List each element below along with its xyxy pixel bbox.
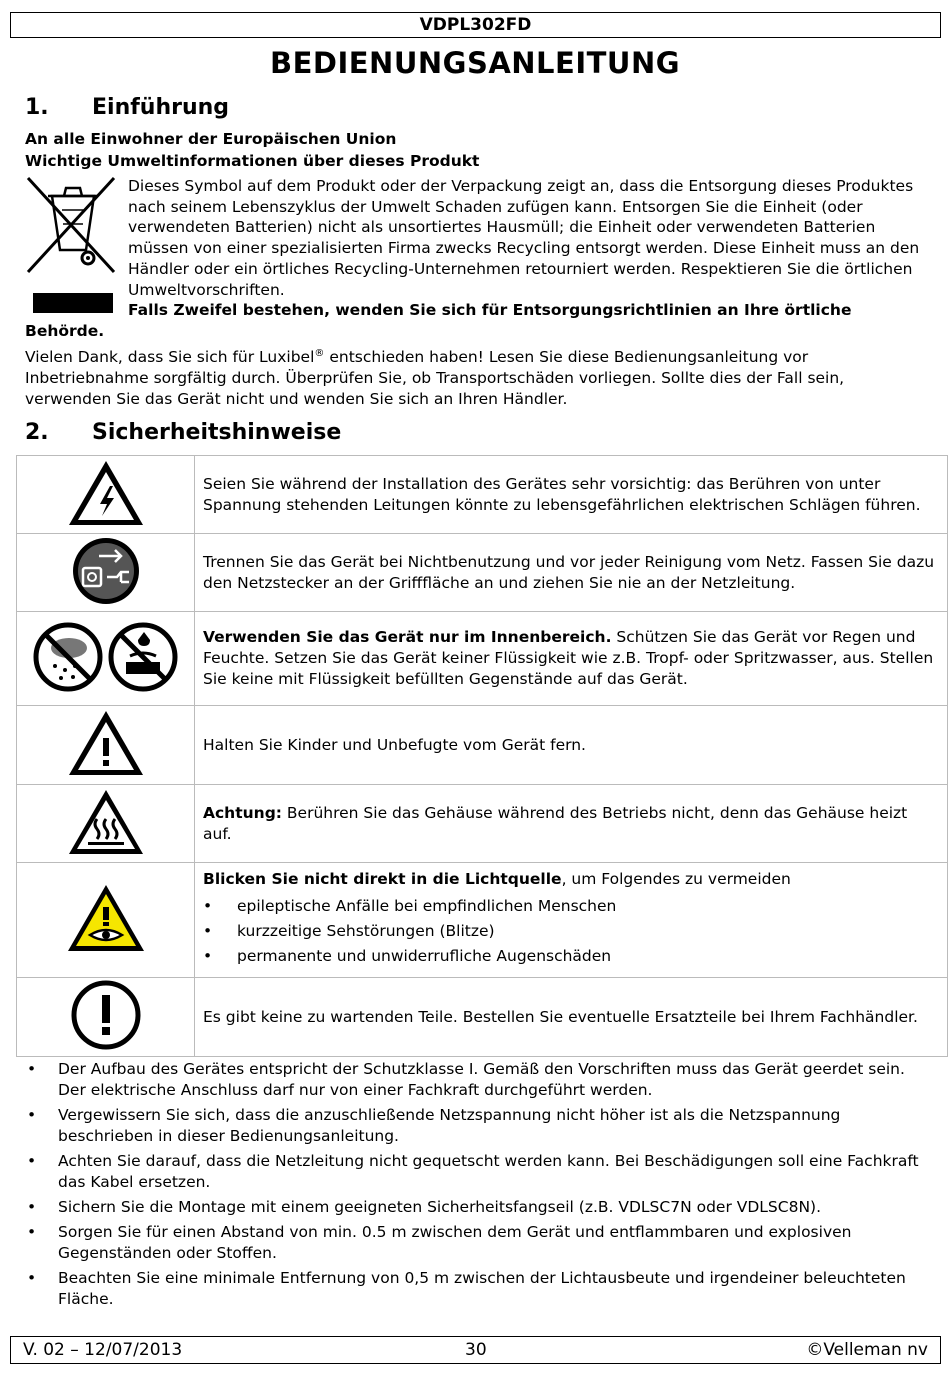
hot-surface-icon	[66, 787, 146, 857]
registered-mark: ®	[314, 348, 325, 359]
warning-exclamation-icon	[66, 708, 146, 778]
section-1-heading	[25, 95, 229, 120]
safety-text-indoor	[195, 612, 948, 706]
safety-row	[17, 534, 948, 612]
safety-bold-text: Blicken Sie nicht direkt in die Lichtquelle	[203, 870, 562, 888]
safety-text-hot	[195, 785, 948, 863]
safety-icon-cell	[17, 612, 195, 706]
safety-bold-text: Achtung:	[203, 803, 282, 822]
eu-heading: An alle Einwohner der Europäischen Union	[25, 130, 397, 148]
section-1-title: Einführung	[92, 95, 230, 120]
list-item: • permanente und unwiderrufliche Augenschäden	[203, 946, 939, 967]
no-rain-icon	[33, 622, 103, 692]
safety-bullet-list	[25, 1059, 925, 1314]
weee-authority-note: Falls Zweifel bestehen, wenden Sie sich für Entsorgungsrichtlinien an Ihre örtliche Behörde.	[25, 301, 852, 340]
weee-text: Dieses Symbol auf dem Produkt oder der Verpackung zeigt an, dass die Entsorgung dieses Produktes nach seinem Lebenszyklus der Umwelt Schaden zufügen kann. Entsorgen Sie die Einheit (oder verwendeten Batterien) nicht als unsortiertes Hausmüll; die Einheit oder verwendeten Batterien müssen von einer spezialisierten Firma zwecks Recycling entsorgt werden. Diese Einheit muss an den Händler oder ein örtliches Recycling-Unternehmen retourniert werden. Respektieren Sie die örtlichen Umweltvorschriften.	[128, 177, 920, 299]
footer-page-number: 30	[465, 1340, 487, 1360]
safety-icon-cell	[17, 534, 195, 612]
safety-text: Schützen Sie das Gerät vor Regen und Feuchte. Setzen Sie das Gerät keiner Flüssigkeit wie z.B. Tropf- oder Spritzwasser, aus. Stellen Sie keine mit Flüssigkeit befüllten Gegenstände auf das Gerät.	[203, 628, 934, 688]
list-item: • Der Aufbau des Gerätes entspricht der Schutzklasse I. Gemäß den Vorschriften muss das Gerät geerdet sein. Der elektrische Anschluss darf nur von einer Fachkraft durchgeführt werden.	[25, 1059, 925, 1100]
safety-bold-text: Verwenden Sie das Gerät nur im Innenbereich.	[203, 628, 612, 647]
crossed-bin-icon	[26, 176, 116, 274]
safety-table	[16, 455, 948, 1057]
safety-icon-cell	[17, 978, 195, 1057]
document-title: BEDIENUNGSANLEITUNG	[269, 46, 681, 80]
safety-row	[17, 456, 948, 534]
safety-icon-cell	[17, 785, 195, 863]
safety-text: Trennen Sie das Gerät bei Nichtbenutzung und vor jeder Reinigung vom Netz. Fassen Sie dazu den Netzstecker an der Grifffläche an und ziehen Sie nie an der Netzleitung.	[195, 534, 948, 612]
safety-icon-cell	[17, 863, 195, 978]
safety-icon-cell	[17, 706, 195, 785]
safety-text: Seien Sie während der Installation des Gerätes sehr vorsichtig: das Berühren von unter Spannung stehenden Leitungen könnte zu lebensgefährlichen elektrischen Schlägen führen.	[195, 456, 948, 534]
footer-copyright: ©Velleman nv	[806, 1340, 928, 1360]
list-item: • Achten Sie darauf, dass die Netzleitung nicht gequetscht werden kann. Bei Beschädigungen soll eine Fachkraft das Kabel ersetzen.	[25, 1151, 925, 1192]
safety-text-light	[195, 863, 948, 978]
env-heading: Wichtige Umweltinformationen über dieses Produkt	[25, 152, 480, 170]
safety-text: , um Folgendes zu vermeiden	[561, 870, 791, 888]
safety-icon-cell	[17, 456, 195, 534]
list-item: • kurzzeitige Sehstörungen (Blitze)	[203, 921, 939, 942]
list-item: • Vergewissern Sie sich, dass die anzuschließende Netzspannung nicht höher ist als die Netzspannung beschrieben in dieser Bedienungsanleitung.	[25, 1105, 925, 1146]
list-item: • Beachten Sie eine minimale Entfernung von 0,5 m zwischen der Lichtausbeute und irgendeiner beleuchteten Fläche.	[25, 1268, 925, 1309]
light-hazard-list	[203, 896, 939, 967]
thanks-text-start: Vielen Dank, dass Sie sich für Luxibel	[25, 348, 315, 367]
section-1-number: 1.	[25, 95, 49, 120]
light-hazard-eye-icon	[66, 883, 146, 953]
disconnect-plug-icon	[71, 536, 141, 606]
thanks-text-end: entschieden haben! Lesen Sie diese Bedienungsanleitung vor Inbetriebnahme sorgfältig durch. Überprüfen Sie, ob Transportschäden vorliegen. Sollte dies der Fall sein, verwenden Sie das Gerät nicht und wenden Sie sich an Ihren Händler.	[25, 348, 845, 408]
list-item: • Sichern Sie die Montage mit einem geeigneten Sicherheitsfangseil (z.B. VDLSC7N oder VDLSC8N).	[25, 1197, 925, 1218]
electric-hazard-icon	[66, 458, 146, 528]
safety-text: Halten Sie Kinder und Unbefugte vom Gerät fern.	[195, 706, 948, 785]
list-item: • epileptische Anfälle bei empfindlichen Menschen	[203, 896, 939, 917]
exclamation-circle-icon	[70, 979, 142, 1051]
safety-text: Berühren Sie das Gehäuse während des Betriebs nicht, denn das Gehäuse heizt auf.	[203, 803, 908, 843]
no-liquid-icon	[108, 622, 178, 692]
safety-text: Es gibt keine zu wartenden Teile. Bestellen Sie eventuelle Ersatzteile bei Ihrem Fachhändler.	[195, 978, 948, 1057]
no-rain-no-liquid-icon	[33, 678, 178, 696]
safety-row	[17, 612, 948, 706]
safety-row	[17, 706, 948, 785]
footer	[10, 1336, 941, 1364]
safety-row	[17, 863, 948, 978]
section-2-title: Sicherheitshinweise	[92, 420, 342, 445]
list-item: • Sorgen Sie für einen Abstand von min. 0.5 m zwischen dem Gerät und entflammbaren und explosiven Gegenständen oder Stoffen.	[25, 1222, 925, 1263]
section-2-number: 2.	[25, 420, 49, 445]
section-2-heading	[25, 420, 341, 445]
thanks-paragraph	[25, 344, 925, 409]
header-model: VDPL302FD	[10, 12, 941, 38]
footer-version: V. 02 – 12/07/2013	[23, 1340, 183, 1360]
safety-row	[17, 978, 948, 1057]
safety-row	[17, 785, 948, 863]
